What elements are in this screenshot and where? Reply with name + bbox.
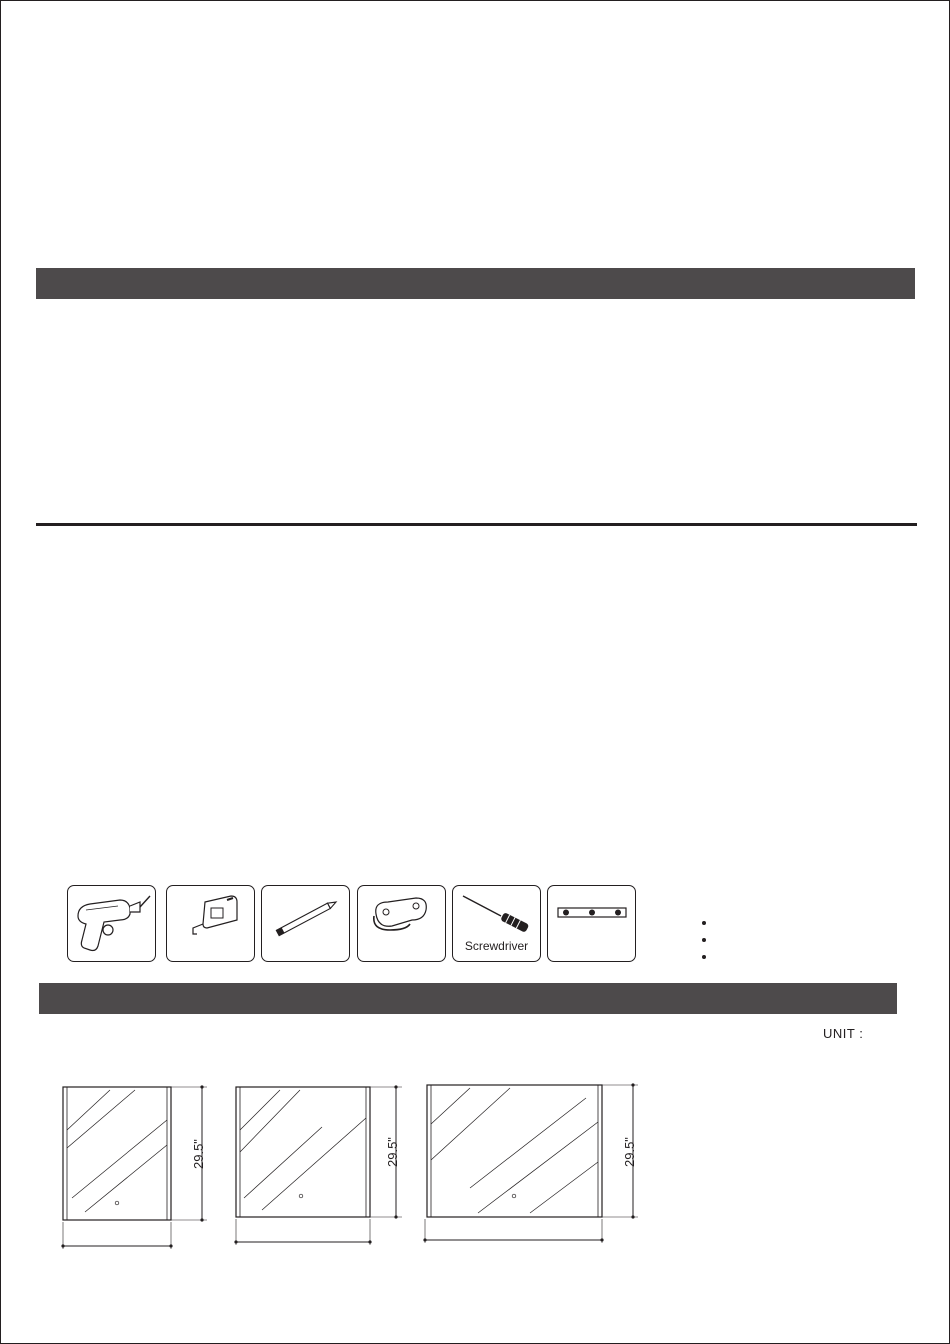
mirror-large-height-label: 29.5"	[622, 1137, 637, 1167]
mirror-small-ticks	[61, 1085, 203, 1247]
mirror-medium	[236, 1087, 402, 1245]
mirror-medium-height-label: 29.5"	[385, 1137, 400, 1167]
screwdriver-label: Screwdriver	[464, 939, 529, 953]
mirror-medium-ticks	[234, 1085, 397, 1243]
unit-label: UNIT :	[823, 1026, 864, 1041]
mirror-large-ticks	[423, 1083, 634, 1241]
mirror-large	[425, 1085, 638, 1243]
mirror-small-height-label: 29.5"	[191, 1139, 206, 1169]
mirror-small	[63, 1087, 207, 1249]
